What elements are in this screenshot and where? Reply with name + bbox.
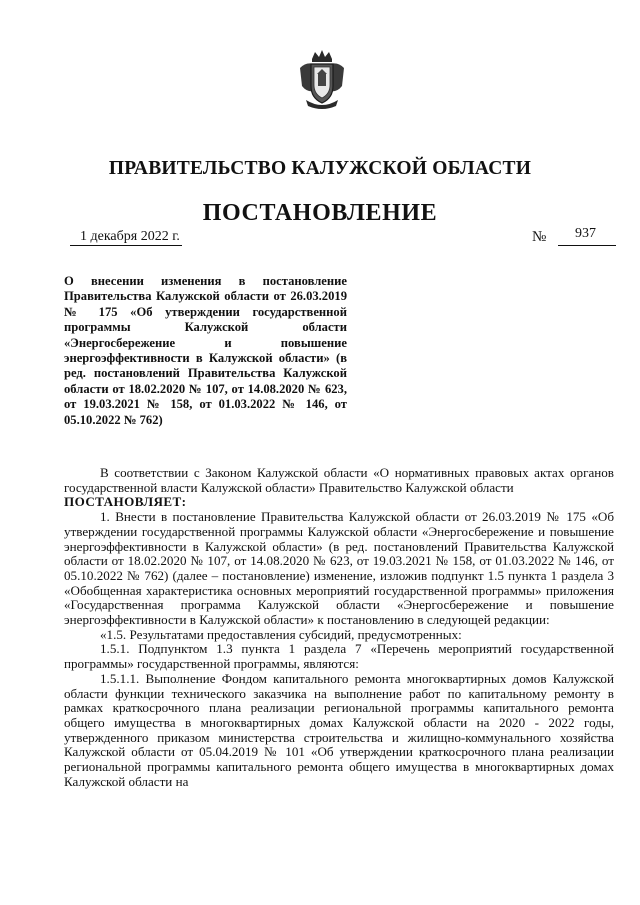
number-label: № xyxy=(532,229,547,245)
paragraph-1-5: «1.5. Результатами предоставления субсидий, предусмотренных: xyxy=(100,626,462,642)
paragraph-1: 1. Внести в постановление Правительства Калужской области от 26.03.2019 № 175 «Об утверждении государственной программы Калужской области «Энергосбережение и повышение энергоэффективности в Калужской области» (в ред. постановлений Правительства Калужской области от 18.02.2020 № 107, от 14.08.2020 № 623, от 19.03.2021 № 158, от 01.03.2022 № 146, от 05.10.2022 № 762) (далее – постановление) изменение, изложив подпункт 1.5 пункта 1 раздела 3 «Обобщенная характеристика основных мероприятий государственной программы» приложения «Государственная программа Калужской области «Энергосбережение и повышение энергоэффективности в Калужской области» к постановлению в следующей редакции: xyxy=(64,509,614,628)
resolves-heading: ПОСТАНОВЛЯЕТ: xyxy=(64,494,187,510)
decree-body xyxy=(64,466,614,789)
number-underline xyxy=(558,245,616,246)
decree-title: О внесении изменения в постановление Правительства Калужской области от 26.03.2019 № 175 «Об утверждении государственной программы Калужской области «Энергосбережение и повышение энергоэффективности в Калужской области» (в ред. постановлений Правительства Калужской области от 18.02.2020 № 107, от 14.08.2020 № 623, от 19.03.2021 № 158, от 01.03.2022 № 146, от 05.10.2022 № 762) xyxy=(64,274,347,427)
document-type: ПОСТАНОВЛЕНИЕ xyxy=(202,200,438,226)
decree-number: 937 xyxy=(575,226,596,241)
government-name: ПРАВИТЕЛЬСТВО КАЛУЖСКОЙ ОБЛАСТИ xyxy=(108,158,532,179)
date-underline xyxy=(70,245,182,246)
paragraph-preamble: В соответствии с Законом Калужской области «О нормативных правовых актах органов государственной власти Калужской области» Правительство Калужской области xyxy=(64,465,614,495)
paragraph-1-5-1: 1.5.1. Подпунктом 1.3 пункта 1 раздела 7 «Перечень мероприятий государственной программы» государственной программы, являются: xyxy=(64,641,614,672)
paragraph-1-5-1-1: 1.5.1.1. Выполнение Фондом капитального ремонта многоквартирных домов Калужской области функции технического заказчика на выполнение работ по капитальному ремонту в рамках краткосрочного плана реализации региональной программы капитального ремонта общего имущества в многоквартирных домах Калужской области на 2020 - 2022 годы, утвержденного приказом министерства строительства и жилищно-коммунального хозяйства Калужской области от 05.04.2019 № 101 «Об утверждении краткосрочного плана реализации региональной программы капитального ремонта общего имущества в многоквартирных домах Калужской области на xyxy=(64,670,614,789)
decree-date: 1 декабря 2022 г. xyxy=(80,229,180,244)
kaluga-coat-of-arms-icon xyxy=(298,50,346,110)
